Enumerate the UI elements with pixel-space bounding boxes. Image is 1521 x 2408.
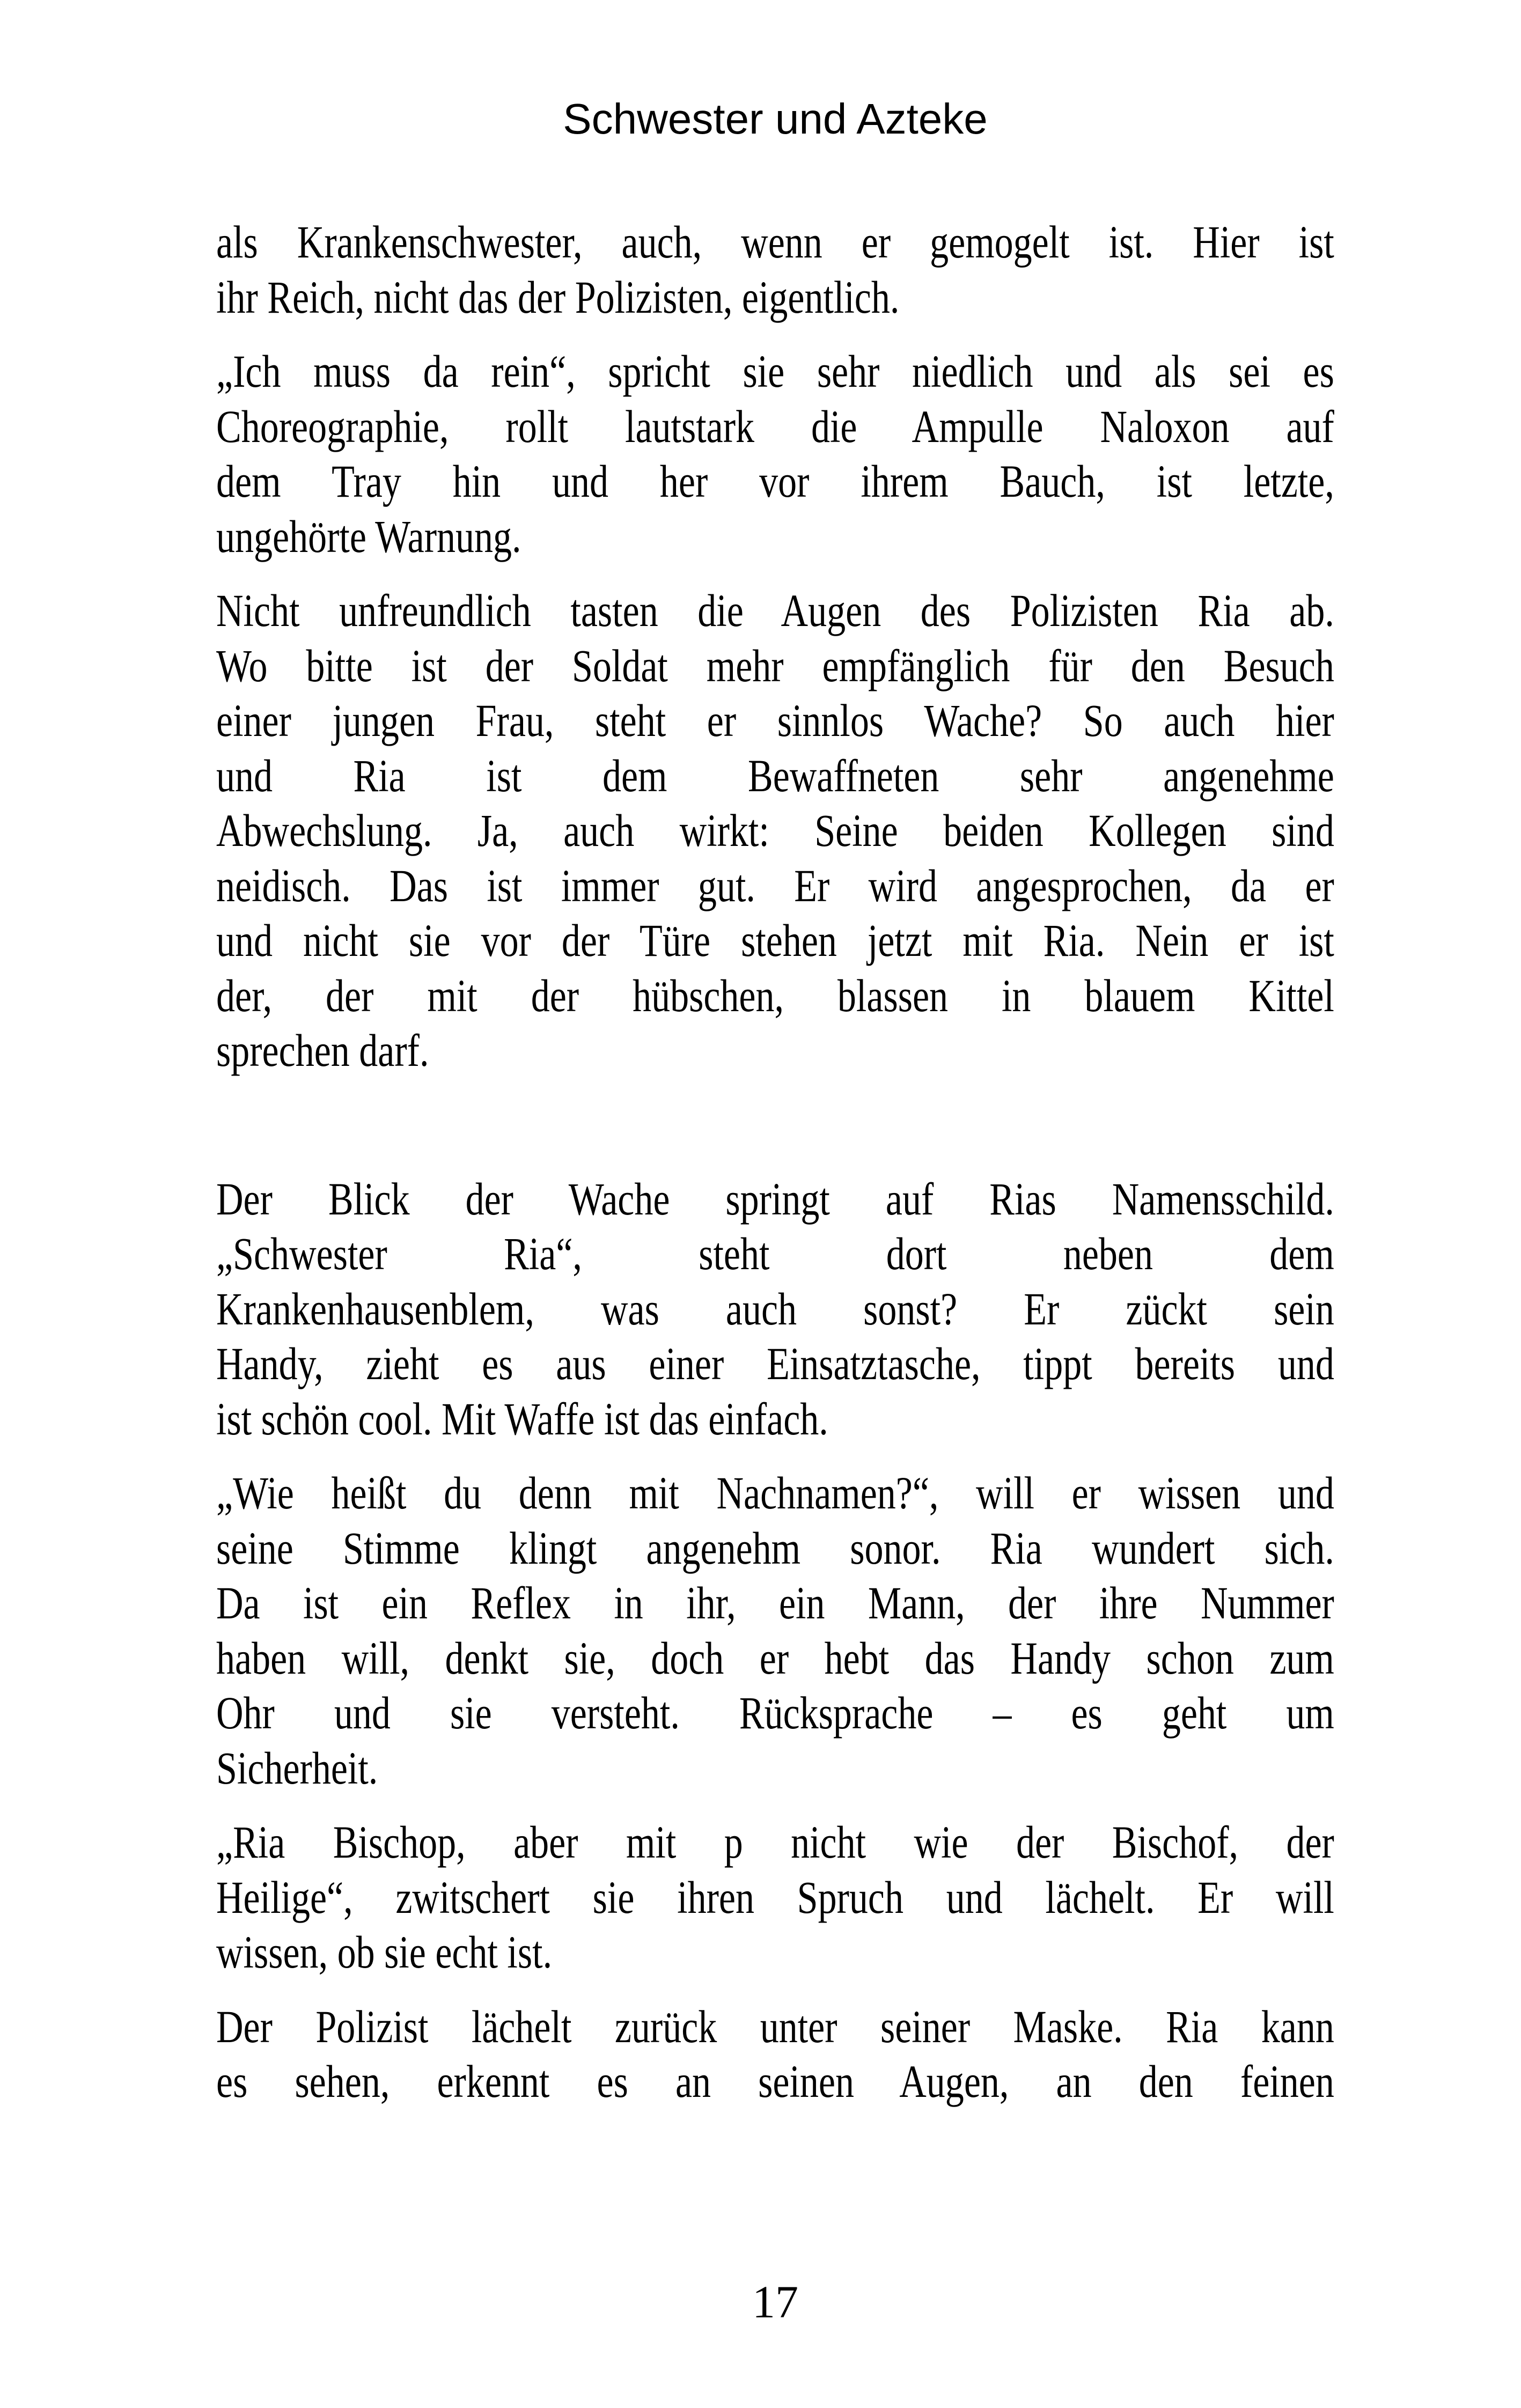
text-line: es sehen, erkennt es an seinen Augen, an den feinen bbox=[216, 2056, 1334, 2107]
page-text bbox=[216, 215, 1521, 2109]
text-line: Der Polizist lächelt zurück unter seiner Maske. Ria kann bbox=[216, 2000, 1334, 2052]
text-line: Choreographie, rollt lautstark die Ampulle Naloxon auf bbox=[216, 400, 1334, 452]
text-line: Heilige“, zwitschert sie ihren Spruch und lächelt. Er will bbox=[216, 1871, 1334, 1923]
paragraph bbox=[216, 1999, 1521, 2109]
page-number: 17 bbox=[752, 2276, 798, 2328]
text-line: ungehörte Warnung. bbox=[216, 510, 521, 562]
paragraph bbox=[216, 583, 1521, 1078]
text-line: und nicht sie vor der Türe stehen jetzt mit Ria. Nein er ist bbox=[216, 915, 1334, 966]
text-line: „Wie heißt du denn mit Nachnamen?“, will er wissen und bbox=[216, 1467, 1334, 1519]
text-line: Handy, zieht es aus einer Einsatztasche, tippt bereits und bbox=[216, 1338, 1334, 1389]
paragraph bbox=[216, 215, 1521, 325]
text-line: Wo bitte ist der Soldat mehr empfänglich für den Besuch bbox=[216, 639, 1334, 691]
text-line: „Ria Bischop, aber mit p nicht wie der Bischof, der bbox=[216, 1816, 1334, 1868]
text-line: und Ria ist dem Bewaffneten sehr angenehme bbox=[216, 749, 1334, 801]
text-line: „Schwester Ria“, steht dort neben dem bbox=[216, 1228, 1334, 1279]
text-line: Nicht unfreundlich tasten die Augen des Polizisten Ria ab. bbox=[216, 585, 1334, 636]
paragraph bbox=[216, 1815, 1521, 1980]
text-line: neidisch. Das ist immer gut. Er wird angesprochen, da er bbox=[216, 859, 1334, 911]
text-line: Sicherheit. bbox=[216, 1742, 378, 1794]
paragraph bbox=[216, 1466, 1521, 1795]
text-line: ist schön cool. Mit Waffe ist das einfach. bbox=[216, 1393, 828, 1445]
text-line: Abwechslung. Ja, auch wirkt: Seine beiden Kollegen sind bbox=[216, 805, 1334, 856]
text-line: Ohr und sie versteht. Rücksprache – es geht um bbox=[216, 1687, 1334, 1739]
text-line: als Krankenschwester, auch, wenn er gemogelt ist. Hier ist bbox=[216, 216, 1334, 268]
text-line: dem Tray hin und her vor ihrem Bauch, ist letzte, bbox=[216, 455, 1334, 507]
text-line: einer jungen Frau, steht er sinnlos Wache? So auch hier bbox=[216, 695, 1334, 746]
text-line: der, der mit der hübschen, blassen in blauem Kittel bbox=[216, 969, 1334, 1021]
text-line: haben will, denkt sie, doch er hebt das Handy schon zum bbox=[216, 1632, 1334, 1684]
paragraph bbox=[216, 344, 1521, 564]
running-header-title: Schwester und Azteke bbox=[563, 95, 988, 143]
text-line: wissen, ob sie echt ist. bbox=[216, 1926, 553, 1978]
text-line: sprechen darf. bbox=[216, 1025, 429, 1076]
text-line: „Ich muss da rein“, spricht sie sehr niedlich und als sei es bbox=[216, 345, 1334, 397]
text-line: ihr Reich, nicht das der Polizisten, eigentlich. bbox=[216, 271, 900, 323]
text-line: Krankenhausenblem, was auch sonst? Er zückt sein bbox=[216, 1283, 1334, 1335]
text-line: seine Stimme klingt angenehm sonor. Ria wundert sich. bbox=[216, 1522, 1334, 1574]
text-line: Da ist ein Reflex in ihr, ein Mann, der ihre Nummer bbox=[216, 1577, 1334, 1629]
paragraph bbox=[216, 1172, 1521, 1447]
text-line: Der Blick der Wache springt auf Rias Namensschild. bbox=[216, 1173, 1334, 1225]
